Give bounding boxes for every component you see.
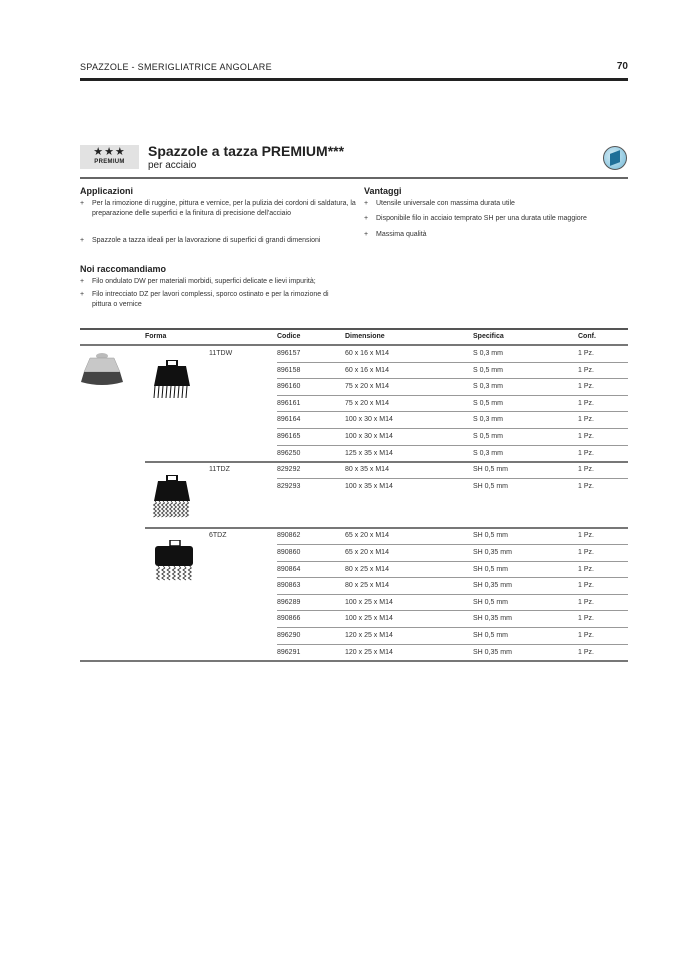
- row-rule: [277, 577, 628, 578]
- cell-specifica: SH 0,5 mm: [473, 565, 509, 573]
- cell-conf: 1 Pz.: [578, 366, 594, 374]
- cell-dimensione: 80 x 35 x M14: [345, 466, 389, 474]
- page-number: 70: [616, 61, 628, 72]
- cell-codice: 890864: [277, 565, 301, 573]
- cell-conf: 1 Pz.: [578, 598, 594, 606]
- cell-dimensione: 75 x 20 x M14: [345, 399, 389, 407]
- cell-specifica: SH 0,5 mm: [473, 466, 509, 474]
- cell-conf: 1 Pz.: [578, 350, 594, 357]
- product-title: Spazzole a tazza PREMIUM***: [148, 143, 345, 159]
- crimped-wire-cup-shape-icon: [152, 360, 192, 410]
- cell-codice: 896158: [277, 366, 301, 374]
- row-rule: [277, 627, 628, 628]
- raccomandiamo-heading: Noi raccomandiamo: [80, 264, 167, 274]
- applicazioni-heading: Applicazioni: [80, 186, 134, 196]
- cell-conf: 1 Pz.: [578, 399, 594, 407]
- cell-dimensione: 125 x 35 x M14: [345, 449, 393, 457]
- cell-conf: 1 Pz.: [578, 433, 594, 440]
- cell-specifica: SH 0,5 mm: [473, 532, 509, 540]
- cell-dimensione: 60 x 16 x M14: [345, 350, 389, 357]
- cell-codice: 896164: [277, 416, 301, 424]
- cell-specifica: SH 0,35 mm: [473, 615, 512, 623]
- steel-material-icon: [603, 146, 627, 170]
- cell-specifica: S 0,5 mm: [473, 433, 503, 440]
- twisted-wire-cup-shape-icon: [152, 475, 192, 525]
- col-header-specifica: Specifica: [473, 333, 504, 340]
- cell-dimensione: 100 x 30 x M14: [345, 433, 393, 440]
- cell-dimensione: 120 x 25 x M14: [345, 648, 393, 656]
- vantaggi-heading: Vantaggi: [364, 186, 402, 196]
- list-item: + Filo intrecciato DZ per lavori complessi, sporco ostinato e per la rimozione di pittura o vernice: [80, 290, 340, 310]
- premium-badge: [80, 145, 139, 169]
- cell-codice: 829292: [277, 466, 301, 474]
- cell-specifica: S 0,3 mm: [473, 350, 503, 357]
- table-top-rule: [80, 328, 628, 330]
- brush-type: 11TDZ: [209, 466, 230, 474]
- cell-conf: 1 Pz.: [578, 565, 594, 573]
- cell-specifica: SH 0,5 mm: [473, 598, 509, 606]
- group-rule: [145, 461, 628, 463]
- list-item: + Filo ondulato DW per materiali morbidi, superfici delicate e lievi impurità;: [80, 277, 365, 287]
- cell-codice: 896290: [277, 632, 301, 639]
- cell-specifica: S 0,3 mm: [473, 449, 503, 457]
- cell-specifica: S 0,5 mm: [473, 366, 503, 374]
- cell-dimensione: 100 x 25 x M14: [345, 615, 393, 623]
- col-header-forma: Forma: [145, 333, 167, 340]
- cell-codice: 896291: [277, 648, 301, 656]
- cell-codice: 896157: [277, 350, 301, 357]
- cell-specifica: SH 0,35 mm: [473, 549, 512, 556]
- cell-conf: 1 Pz.: [578, 449, 594, 457]
- group-rule: [145, 527, 628, 529]
- row-rule: [277, 478, 628, 479]
- brush-type: 11TDW: [209, 350, 233, 357]
- cell-dimensione: 80 x 25 x M14: [345, 565, 389, 573]
- cell-dimensione: 60 x 16 x M14: [345, 366, 389, 374]
- cell-dimensione: 75 x 20 x M14: [345, 383, 389, 391]
- twisted-wire-flat-cup-shape-icon: [155, 540, 195, 590]
- cell-codice: 896160: [277, 383, 301, 391]
- row-rule: [277, 445, 628, 446]
- cell-conf: 1 Pz.: [578, 466, 594, 474]
- cell-codice: 896165: [277, 433, 301, 440]
- section-title: SPAZZOLE - SMERIGLIATRICE ANGOLARE: [80, 62, 272, 72]
- cell-specifica: S 0,5 mm: [473, 399, 503, 407]
- cell-codice: 890866: [277, 615, 301, 623]
- cell-conf: 1 Pz.: [578, 383, 594, 391]
- col-header-dimensione: Dimensione: [345, 333, 385, 340]
- header-divider: [80, 78, 628, 81]
- row-rule: [277, 594, 628, 595]
- cell-dimensione: 100 x 35 x M14: [345, 482, 393, 490]
- cell-specifica: SH 0,35 mm: [473, 582, 512, 590]
- cell-conf: 1 Pz.: [578, 416, 594, 424]
- cell-dimensione: 65 x 20 x M14: [345, 532, 389, 540]
- row-rule: [277, 561, 628, 562]
- table-bottom-rule: [80, 660, 628, 662]
- row-rule: [277, 428, 628, 429]
- cell-specifica: SH 0,35 mm: [473, 648, 512, 656]
- row-rule: [277, 544, 628, 545]
- col-header-codice: Codice: [277, 333, 301, 340]
- list-item: + Per la rimozione di ruggine, pittura e vernice, per la pulizia dei cordoni di saldatura, la preparazione delle superfici e la finitura di precisione dell'acciaio: [80, 199, 360, 219]
- cell-specifica: SH 0,5 mm: [473, 632, 509, 639]
- cell-conf: 1 Pz.: [578, 582, 594, 590]
- cup-brush-photo: [80, 348, 124, 388]
- cell-dimensione: 100 x 30 x M14: [345, 416, 393, 424]
- cell-codice: 890860: [277, 549, 301, 556]
- row-rule: [277, 644, 628, 645]
- cell-dimensione: 65 x 20 x M14: [345, 549, 389, 556]
- cell-conf: 1 Pz.: [578, 632, 594, 639]
- badge-label: PREMIUM: [94, 159, 125, 165]
- cell-dimensione: 120 x 25 x M14: [345, 632, 393, 639]
- row-rule: [277, 411, 628, 412]
- title-divider: [80, 177, 628, 179]
- cell-codice: 896250: [277, 449, 301, 457]
- cell-specifica: S 0,3 mm: [473, 383, 503, 391]
- cell-dimensione: 80 x 25 x M14: [345, 582, 389, 590]
- row-rule: [277, 610, 628, 611]
- row-rule: [277, 395, 628, 396]
- stars-icon: ★★★: [93, 146, 126, 158]
- list-item: + Spazzole a tazza ideali per la lavorazione di superfici di grandi dimensioni: [80, 236, 340, 246]
- cell-dimensione: 100 x 25 x M14: [345, 598, 393, 606]
- cell-codice: 890863: [277, 582, 301, 590]
- header-rule: [80, 344, 628, 346]
- cell-conf: 1 Pz.: [578, 549, 594, 556]
- cell-conf: 1 Pz.: [578, 482, 594, 490]
- row-rule: [277, 362, 628, 363]
- col-header-conf: Conf.: [578, 333, 596, 340]
- cell-codice: 890862: [277, 532, 301, 540]
- list-item: + Disponibile filo in acciaio temprato SH per una durata utile maggiore: [364, 214, 634, 224]
- cell-codice: 896161: [277, 399, 301, 407]
- row-rule: [277, 378, 628, 379]
- cell-conf: 1 Pz.: [578, 615, 594, 623]
- product-subtitle: per acciaio: [148, 160, 197, 171]
- list-item: + Utensile universale con massima durata utile: [364, 199, 634, 209]
- cell-conf: 1 Pz.: [578, 532, 594, 540]
- cell-conf: 1 Pz.: [578, 648, 594, 656]
- cell-specifica: S 0,3 mm: [473, 416, 503, 424]
- cell-codice: 829293: [277, 482, 301, 490]
- cell-specifica: SH 0,5 mm: [473, 482, 509, 490]
- list-item: + Massima qualità: [364, 230, 634, 240]
- brush-type: 6TDZ: [209, 532, 227, 540]
- cell-codice: 896289: [277, 598, 301, 606]
